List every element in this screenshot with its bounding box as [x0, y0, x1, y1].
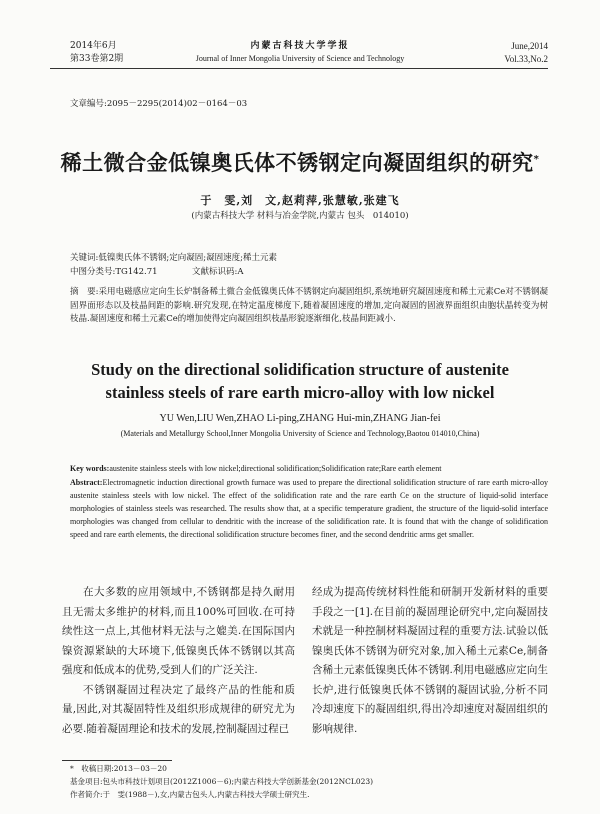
- footnote-fund: 基金项目:包头市科技计划项目(2012Z1006－6);内蒙古科技大学创新基金(2012NCL023): [70, 777, 374, 786]
- footnote-rule: [62, 760, 172, 761]
- authors-cn: 于 雯,刘 文,赵莉萍,张慧敏,张建飞: [200, 194, 400, 207]
- body-left-column: [62, 583, 295, 739]
- authors-en: YU Wen,LIU Wen,ZHAO Li-ping,ZHANG Hui-min,ZHANG Jian-fei: [159, 413, 441, 424]
- footnote-author: 作者简介:于 雯(1988－),女,内蒙古包头人,内蒙古科技大学硕士研究生.: [70, 790, 310, 799]
- body-paragraph: 经成为提高传统材料性能和研制开发新材料的重要手段之一[1].在目前的凝固理论研究中,定向凝固技术就是一种控制材料凝固过程的重要方法.试验以低镍奥氏体不锈钢为研究对象,加入稀土元素Ce,制备含稀土元素低镍奥氏体不锈钢.利用电磁感应定向生长炉,进行低镍奥氏体不锈钢的凝固试验,分析不同冷却速度下的凝固组织,得出冷却速度对凝固组织的影响规律.: [312, 586, 548, 735]
- affiliation-cn: (内蒙古科技大学 材料与冶金学院,内蒙古 包头 014010): [191, 211, 409, 221]
- header-volume-en: Vol.33,No.2: [504, 54, 548, 64]
- document-code: 文献标识码:A: [192, 267, 244, 277]
- title-footnote-mark: *: [533, 154, 540, 165]
- keywords-en-label: Key words:: [70, 464, 110, 473]
- keywords-en: [70, 462, 548, 475]
- body-paragraph: 在大多数的应用领域中,不锈钢都是持久耐用且无需太多维护的材料,而且100%可回收.在可持续性这一点上,其他材料无法与之媲美.在国际国内镍资源紧缺的大环境下,低镍奥氏体不锈钢以其高强度和低成本的优势,受到人们的广泛关注.: [62, 586, 295, 676]
- article-number: 文章编号:2095－2295(2014)02－0164－03: [70, 99, 248, 109]
- paper-title-en: [0, 358, 600, 404]
- header-date: 2014年6月: [70, 41, 117, 51]
- abstract-en-label: Abstract:: [70, 478, 103, 487]
- paper-title-cn-text: 稀土微合金低镍奥氏体不锈钢定向凝固组织的研究: [60, 151, 534, 175]
- affiliation-en: (Materials and Metallurgy School,Inner Mongolia University of Science and Technology,Baotou 014010,China): [120, 429, 480, 438]
- paper-title-en-line1: Study on the directional solidification structure of austenite: [91, 360, 509, 379]
- abstract-cn: 摘 要:采用电磁感应定向生长炉制备稀土微合金低镍奥氏体不锈钢定向凝固组织,系统地研究凝固速度和稀土元素Ce对不锈钢凝固界面形态以及枝晶间距的影响.研究发现,在特定温度梯度下,随着凝固速度的增加,定向凝固的固液界面组织由胞状晶转变为树枝晶.凝固速度和稀土元素Ce的增加使得定向凝固组织枝晶形貌逐渐细化,枝晶间距减小.: [70, 287, 548, 324]
- abstract-en: [70, 476, 548, 541]
- paper-title-en-line2: stainless steels of rare earth micro-alloy with low nickel: [105, 383, 495, 402]
- journal-title-cn: 内蒙古科技大学学报: [250, 41, 350, 51]
- header-month-en: June,2014: [511, 41, 548, 51]
- header-volume: 第33卷第2期: [70, 54, 124, 64]
- classification-number: 中图分类号:TG142.71: [70, 267, 158, 277]
- keywords-en-text: austenite stainless steels with low nickel;directional solidification;Solidification rate;Rare earth element: [109, 464, 442, 473]
- keywords-cn: 关键词:低镍奥氏体不锈钢;定向凝固;凝固速度;稀土元素: [70, 253, 277, 263]
- paper-title-cn: [0, 147, 600, 177]
- header-rule: [50, 68, 548, 69]
- body-right-column: [312, 583, 548, 739]
- body-paragraph: 不锈钢凝固过程决定了最终产品的性能和质量,因此,对其凝固特性及组织形成规律的研究尤为必要.随着凝固理论和技术的发展,控制凝固过程已: [62, 683, 295, 735]
- footnote-received: * 收稿日期:2013－03－20: [70, 764, 167, 773]
- journal-title-en: Journal of Inner Mongolia University of Science and Technology: [195, 54, 405, 63]
- abstract-en-text: Electromagnetic induction directional growth furnace was used to prepare the directional solidification structure of rare earth micro-alloy austenite stainless steels with low nickel. The effect of the solidification rate and the rare earth Ce on the structure of liquid-solid interface morphologies of stainless steels was researched. The results show that, at a specific temperature gradient, the structure of the liquid-solid interface morphologies was changed from cellular to dendritic with the increase of the solidification rate. It is found that with the change of solidification speed and rare earth elements, the directional solidification structure becomes finer, and the second dendritic arms get smaller.: [70, 478, 548, 539]
